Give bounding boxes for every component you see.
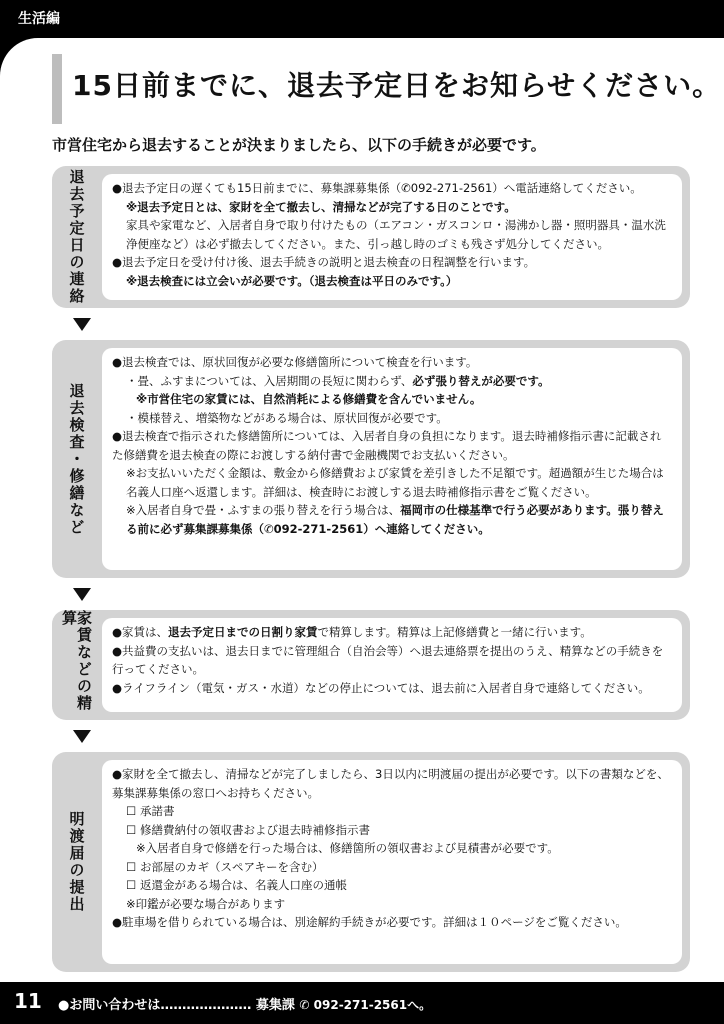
step-content	[102, 618, 682, 712]
footer	[0, 982, 724, 1024]
title-accent-bar	[52, 54, 62, 124]
list-item: ●退去予定日の遅くても15日前までに、募集課募集係（✆092-271-2561）へ電話連絡してください。	[112, 181, 642, 195]
step-label: 退去検査・修繕など	[67, 382, 86, 536]
step-notice	[52, 166, 690, 308]
list-item: ・模様替え、増築物などがある場合は、原状回復が必要です。	[126, 410, 448, 425]
contact-prefix: ●お問い合わせは………………… 募集課	[58, 998, 295, 1013]
contact-line	[58, 994, 431, 1013]
note: ※退去予定日とは、家財を全て撤去し、清掃などが完了する日のことです。	[126, 199, 516, 214]
down-arrow-icon	[73, 318, 91, 331]
down-arrow-icon	[73, 588, 91, 601]
step-surrender	[52, 752, 690, 972]
note: ※退去検査には立会いが必要です。（退去検査は平日のみです。）	[126, 273, 458, 288]
step-content	[102, 174, 682, 300]
lead-text: 市営住宅から退去することが決まりましたら、以下の手続きが必要です。	[52, 136, 546, 154]
list-item: ●退去検査では、原状回復が必要な修繕箇所について検査を行います。	[112, 355, 478, 369]
checklist-item: ☐ お部屋のカギ（スペアキーを含む）	[126, 859, 324, 874]
list-item: ●共益費の支払いは、退去日までに管理組合（自治会等）へ退去連絡票を提出のうえ、精算などの手続きを行ってください。	[112, 643, 664, 676]
step-label: 家賃などの精算	[60, 610, 93, 712]
list-item: ●退去検査で指示された修繕箇所については、入居者自身の負担になります。退去時補修指示書に記載された修繕費を退去検査の際にお渡しする納付書で金融機関でお支払いください。	[112, 429, 662, 462]
note: 家具や家電など、入居者自身で取り付けたもの（エアコン・ガスコンロ・湯沸かし器・照明器具・温水洗浄便座など）は必ず撤去してください。また、引っ越し時のゴミも残さず処分してください。	[126, 218, 666, 251]
checklist-item: ☐ 承諾書	[126, 804, 175, 818]
list-item: ●家財を全て撤去し、清掃などが完了しましたら、3日以内に明渡届の提出が必要です。以下の書類などを、募集課募集係の窓口へお持ちください。	[112, 767, 669, 800]
section-tab: 生活編	[18, 11, 60, 27]
note: ※入居者自身で修繕を行った場合は、修繕箇所の領収書および見積書が必要です。	[136, 841, 559, 855]
step-inspection	[52, 340, 690, 578]
down-arrow-icon	[73, 730, 91, 743]
list-item: ●退去予定日を受け付け後、退去手続きの説明と退去検査の日程調整を行います。	[112, 255, 536, 269]
list-item: ・畳、ふすまについては、入居期間の長短に関わらず、必ず張り替えが必要です。	[126, 373, 550, 388]
checklist-item: ☐ 修繕費納付の領収書および退去時補修指示書	[126, 822, 370, 837]
list-item: ●ライフライン（電気・ガス・水道）などの停止については、退去前に入居者自身で連絡してください。	[112, 680, 650, 695]
page-title: 15日前までに、退去予定日をお知らせください。	[72, 69, 722, 102]
note: ※お支払いいただく金額は、敷金から修繕費および家賃を差引きした不足額です。超過額が生じた場合は名義人口座へ返還します。詳細は、検査時にお渡しする退去時補修指示書をご覧ください。	[126, 466, 664, 499]
note: ※入居者自身で畳・ふすまの張り替えを行う場合は、福岡市の仕様基準で行う必要があります。張り替える前に必ず募集課募集係（✆092-271-2561）へ連絡してください。	[126, 503, 664, 536]
list-item: ●家賃は、退去予定日までの日割り家賃で精算します。精算は上記修繕費と一緒に行います。	[112, 625, 592, 639]
step-label: 退去予定日の連絡	[67, 169, 86, 305]
step-settlement	[52, 610, 690, 720]
step-label: 明渡届の提出	[67, 811, 86, 913]
page-content	[0, 38, 724, 982]
step-content	[102, 348, 682, 570]
note: ※印鑑が必要な場合があります	[126, 896, 286, 911]
note: ※市営住宅の家賃には、自然消耗による修繕費を含んでいません。	[136, 392, 482, 406]
page-number: 11	[14, 989, 42, 1013]
checklist-item: ☐ 返還金がある場合は、名義人口座の通帳	[126, 878, 347, 892]
list-item: ●駐車場を借りられている場合は、別途解約手続きが必要です。詳細は１０ページをご覧ください。	[112, 915, 627, 929]
step-content	[102, 760, 682, 964]
phone-icon: ✆ 092-271-2561へ。	[299, 998, 432, 1012]
